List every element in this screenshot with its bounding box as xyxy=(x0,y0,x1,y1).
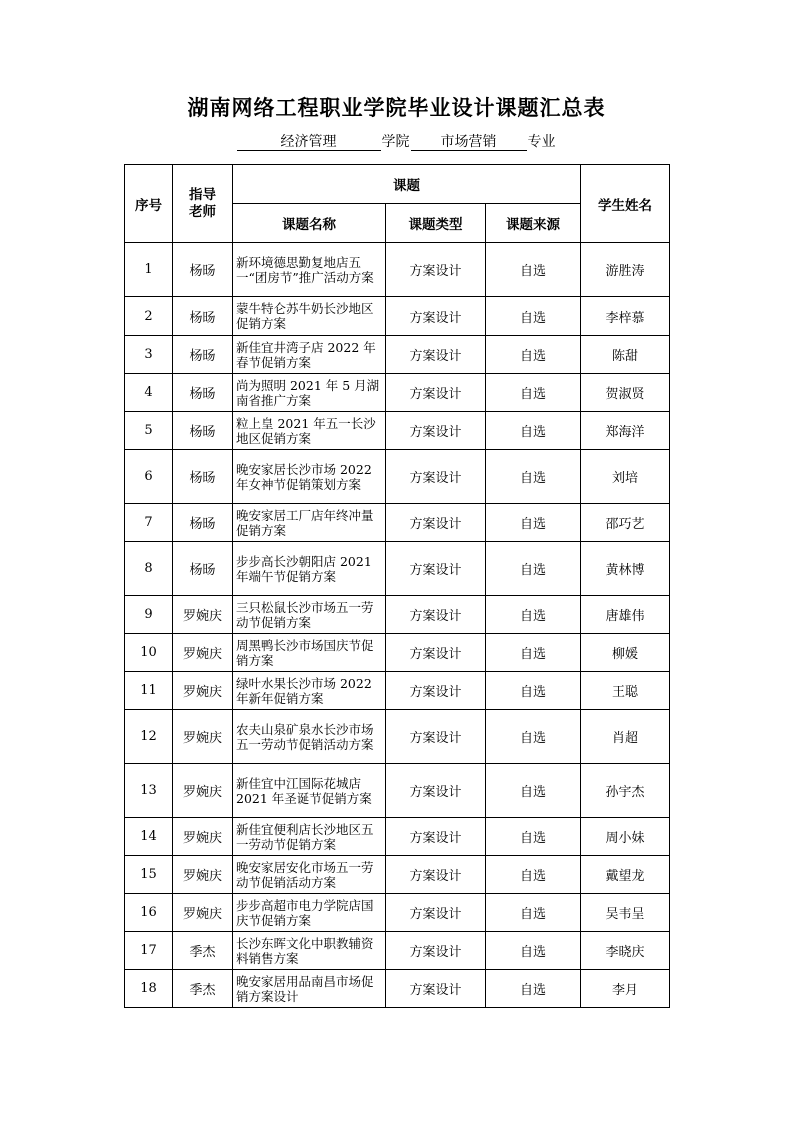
table-row xyxy=(125,243,670,297)
cell-source: 自选 xyxy=(486,932,581,970)
cell-student: 陈甜 xyxy=(581,336,670,374)
cell-type: 方案设计 xyxy=(386,297,486,336)
school-suffix: 学院 xyxy=(381,134,410,150)
cell-no: 18 xyxy=(125,970,173,1008)
table-row xyxy=(125,672,670,710)
cell-topic: 新环境德思勤复地店五一“团房节”推广活动方案 xyxy=(233,243,386,297)
cell-source: 自选 xyxy=(486,297,581,336)
cell-student: 游胜涛 xyxy=(581,243,670,297)
table-row xyxy=(125,336,670,374)
cell-no: 2 xyxy=(125,297,173,336)
table-row xyxy=(125,818,670,856)
cell-student: 黄林博 xyxy=(581,542,670,596)
cell-source: 自选 xyxy=(486,764,581,818)
cell-type: 方案设计 xyxy=(386,856,486,894)
cell-source: 自选 xyxy=(486,412,581,450)
table-row xyxy=(125,764,670,818)
cell-student: 刘培 xyxy=(581,450,670,504)
cell-student: 唐雄伟 xyxy=(581,596,670,634)
table-row xyxy=(125,374,670,412)
cell-no: 1 xyxy=(125,243,173,297)
cell-no: 17 xyxy=(125,932,173,970)
cell-no: 12 xyxy=(125,710,173,764)
cell-topic: 农夫山泉矿泉水长沙市场五一劳动节促销活动方案 xyxy=(233,710,386,764)
cell-topic: 粒上皇 2021 年五一长沙地区促销方案 xyxy=(233,412,386,450)
header-no: 序号 xyxy=(125,165,173,243)
cell-topic: 绿叶水果长沙市场 2022 年新年促销方案 xyxy=(233,672,386,710)
cell-topic: 晚安家居工厂店年终冲量促销方案 xyxy=(233,504,386,542)
cell-advisor: 杨旸 xyxy=(173,504,233,542)
cell-topic: 新佳宜井湾子店 2022 年春节促销方案 xyxy=(233,336,386,374)
cell-student: 肖超 xyxy=(581,710,670,764)
cell-student: 孙宇杰 xyxy=(581,764,670,818)
cell-source: 自选 xyxy=(486,450,581,504)
cell-advisor: 罗婉庆 xyxy=(173,764,233,818)
cell-student: 李梓慕 xyxy=(581,297,670,336)
cell-source: 自选 xyxy=(486,710,581,764)
cell-no: 9 xyxy=(125,596,173,634)
cell-source: 自选 xyxy=(486,504,581,542)
cell-no: 3 xyxy=(125,336,173,374)
cell-no: 13 xyxy=(125,764,173,818)
cell-student: 王聪 xyxy=(581,672,670,710)
cell-student: 郑海洋 xyxy=(581,412,670,450)
page-title: 湖南网络工程职业学院毕业设计课题汇总表 xyxy=(187,95,606,120)
cell-topic: 蒙牛特仑苏牛奶长沙地区促销方案 xyxy=(233,297,386,336)
cell-source: 自选 xyxy=(486,374,581,412)
cell-topic: 步步高长沙朝阳店 2021 年端午节促销方案 xyxy=(233,542,386,596)
cell-type: 方案设计 xyxy=(386,374,486,412)
cell-source: 自选 xyxy=(486,336,581,374)
table-row xyxy=(125,450,670,504)
major-suffix: 专业 xyxy=(527,134,556,150)
cell-type: 方案设计 xyxy=(386,596,486,634)
subtitle xyxy=(0,131,793,151)
cell-type: 方案设计 xyxy=(386,710,486,764)
cell-type: 方案设计 xyxy=(386,970,486,1008)
cell-no: 6 xyxy=(125,450,173,504)
cell-type: 方案设计 xyxy=(386,504,486,542)
cell-type: 方案设计 xyxy=(386,894,486,932)
cell-source: 自选 xyxy=(486,596,581,634)
table-row xyxy=(125,894,670,932)
cell-topic: 晚安家居安化市场五一劳动节促销活动方案 xyxy=(233,856,386,894)
cell-advisor: 季杰 xyxy=(173,932,233,970)
cell-advisor: 杨旸 xyxy=(173,542,233,596)
cell-type: 方案设计 xyxy=(386,764,486,818)
cell-no: 10 xyxy=(125,634,173,672)
cell-topic: 晚安家居长沙市场 2022 年女神节促销策划方案 xyxy=(233,450,386,504)
cell-advisor: 杨旸 xyxy=(173,243,233,297)
cell-no: 7 xyxy=(125,504,173,542)
cell-advisor: 杨旸 xyxy=(173,336,233,374)
header-topic-type: 课题类型 xyxy=(386,204,486,243)
cell-advisor: 杨旸 xyxy=(173,374,233,412)
cell-source: 自选 xyxy=(486,672,581,710)
table-row xyxy=(125,297,670,336)
cell-student: 邵巧艺 xyxy=(581,504,670,542)
cell-student: 吴韦呈 xyxy=(581,894,670,932)
cell-advisor: 罗婉庆 xyxy=(173,856,233,894)
cell-source: 自选 xyxy=(486,243,581,297)
cell-type: 方案设计 xyxy=(386,634,486,672)
cell-topic: 晚安家居用品南昌市场促销方案设计 xyxy=(233,970,386,1008)
cell-advisor: 杨旸 xyxy=(173,297,233,336)
cell-topic: 长沙东晖文化中职教辅资料销售方案 xyxy=(233,932,386,970)
cell-type: 方案设计 xyxy=(386,412,486,450)
cell-no: 15 xyxy=(125,856,173,894)
header-topic-name: 课题名称 xyxy=(233,204,386,243)
table-row xyxy=(125,596,670,634)
cell-advisor: 罗婉庆 xyxy=(173,596,233,634)
cell-advisor: 季杰 xyxy=(173,970,233,1008)
cell-source: 自选 xyxy=(486,818,581,856)
table-row xyxy=(125,970,670,1008)
header-advisor xyxy=(173,165,233,243)
cell-no: 8 xyxy=(125,542,173,596)
cell-type: 方案设计 xyxy=(386,450,486,504)
cell-no: 14 xyxy=(125,818,173,856)
cell-advisor: 罗婉庆 xyxy=(173,634,233,672)
cell-student: 柳媛 xyxy=(581,634,670,672)
table-row xyxy=(125,710,670,764)
cell-source: 自选 xyxy=(486,634,581,672)
cell-no: 16 xyxy=(125,894,173,932)
cell-advisor: 罗婉庆 xyxy=(173,818,233,856)
cell-type: 方案设计 xyxy=(386,243,486,297)
cell-source: 自选 xyxy=(486,894,581,932)
school-value: 经济管理 xyxy=(237,134,381,151)
cell-topic: 步步高超市电力学院店国庆节促销方案 xyxy=(233,894,386,932)
cell-source: 自选 xyxy=(486,542,581,596)
topics-table xyxy=(124,164,670,1008)
cell-advisor: 罗婉庆 xyxy=(173,710,233,764)
cell-type: 方案设计 xyxy=(386,542,486,596)
cell-student: 戴望龙 xyxy=(581,856,670,894)
cell-type: 方案设计 xyxy=(386,672,486,710)
cell-no: 5 xyxy=(125,412,173,450)
major-value: 市场营销 xyxy=(411,134,527,151)
cell-student: 李晓庆 xyxy=(581,932,670,970)
table-row xyxy=(125,634,670,672)
cell-no: 11 xyxy=(125,672,173,710)
table-row xyxy=(125,504,670,542)
cell-advisor: 罗婉庆 xyxy=(173,894,233,932)
header-advisor-label: 指导老师 xyxy=(189,186,216,220)
table-row xyxy=(125,856,670,894)
cell-advisor: 杨旸 xyxy=(173,412,233,450)
cell-source: 自选 xyxy=(486,856,581,894)
cell-advisor: 杨旸 xyxy=(173,450,233,504)
cell-type: 方案设计 xyxy=(386,932,486,970)
cell-topic: 尚为照明 2021 年 5 月湖南省推广方案 xyxy=(233,374,386,412)
cell-topic: 新佳宜中江国际花城店 2021 年圣诞节促销方案 xyxy=(233,764,386,818)
cell-no: 4 xyxy=(125,374,173,412)
cell-student: 李月 xyxy=(581,970,670,1008)
header-topic-source: 课题来源 xyxy=(486,204,581,243)
table-row xyxy=(125,412,670,450)
cell-topic: 周黑鸭长沙市场国庆节促销方案 xyxy=(233,634,386,672)
header-student: 学生姓名 xyxy=(581,165,670,243)
table-row xyxy=(125,542,670,596)
cell-student: 周小妹 xyxy=(581,818,670,856)
cell-student: 贺淑贤 xyxy=(581,374,670,412)
cell-type: 方案设计 xyxy=(386,818,486,856)
cell-topic: 三只松鼠长沙市场五一劳动节促销方案 xyxy=(233,596,386,634)
table-body xyxy=(125,243,670,1008)
cell-type: 方案设计 xyxy=(386,336,486,374)
header-topic-group: 课题 xyxy=(233,165,581,204)
cell-source: 自选 xyxy=(486,970,581,1008)
cell-advisor: 罗婉庆 xyxy=(173,672,233,710)
table-row xyxy=(125,932,670,970)
cell-topic: 新佳宜便利店长沙地区五一劳动节促销方案 xyxy=(233,818,386,856)
